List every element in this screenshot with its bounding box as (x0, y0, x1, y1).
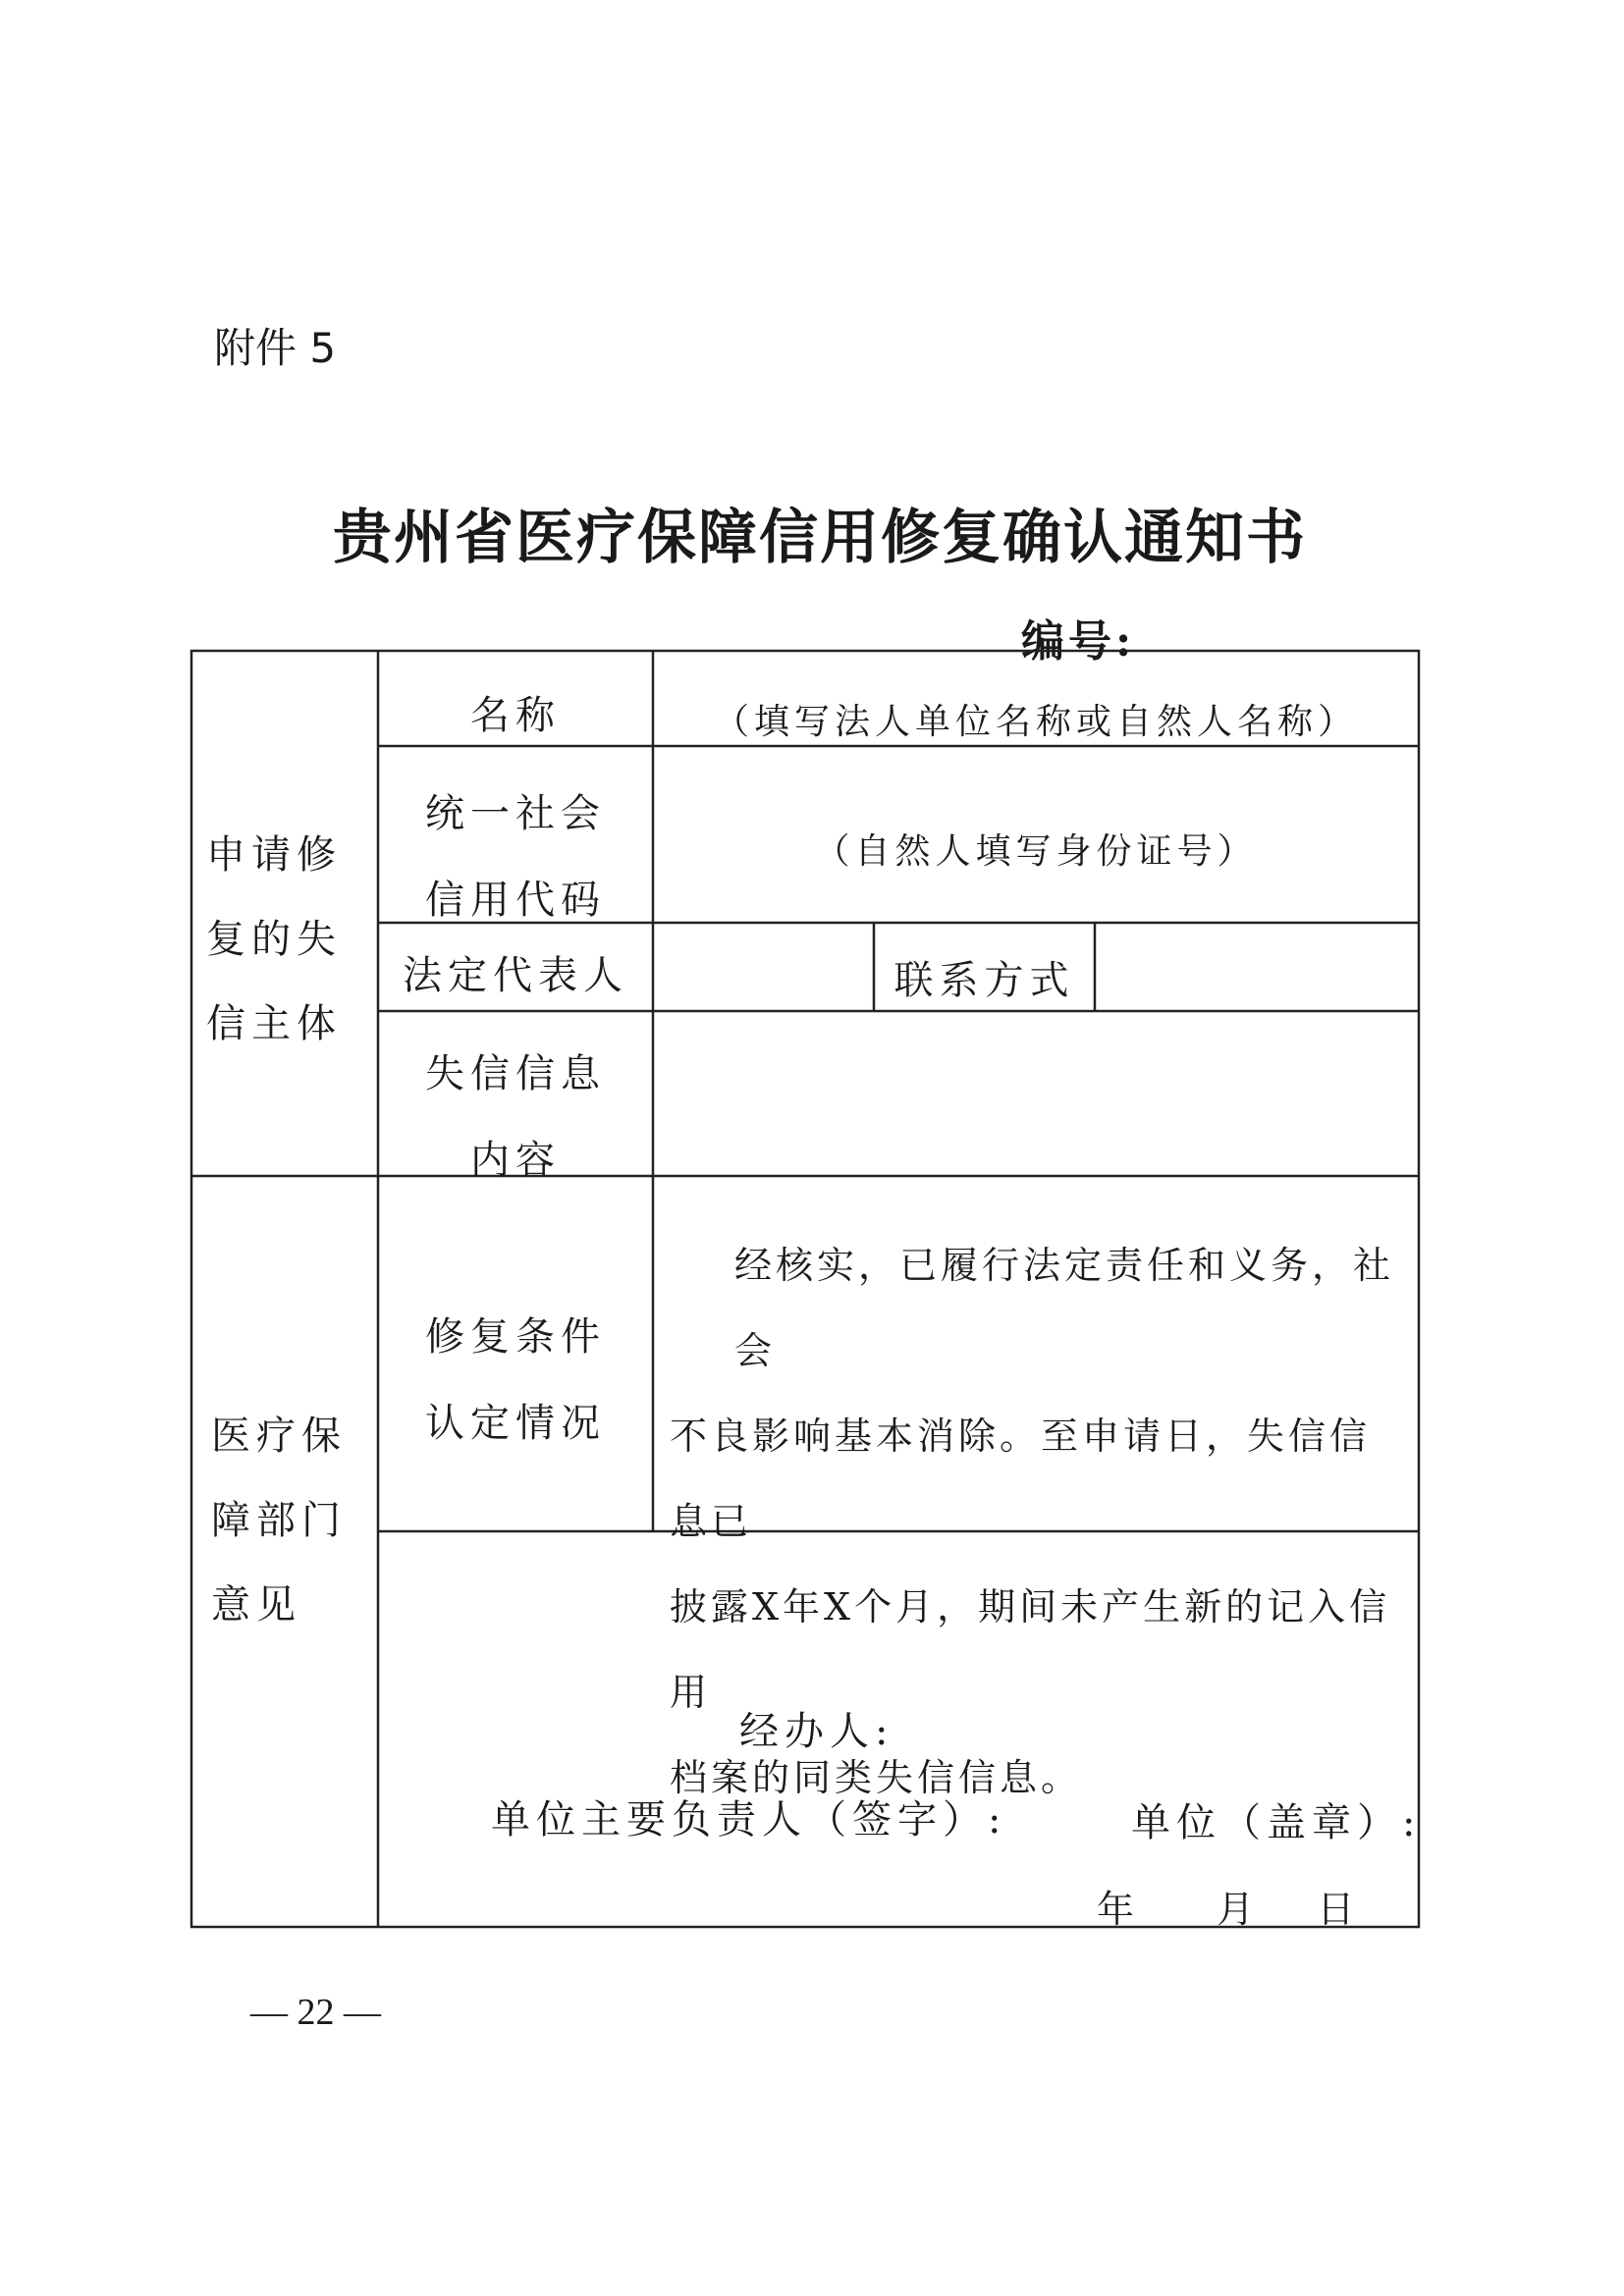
leader-signature-label: 单位主要负责人（签字）: (491, 1797, 1007, 1842)
serial-number-label: 编号: (1021, 616, 1136, 667)
date-month: 月 (1217, 1888, 1255, 1931)
department-section-label: 医疗保 障部门 意见 (211, 1414, 347, 1628)
repair-condition-text: 经核实，已履行法定责任和义务，社会 不良影响基本消除。至申请日，失信信息已 披露X年X个月，期间未产生新的记入信用 档案的同类失信信息。 (670, 1244, 1395, 1799)
date-day: 日 (1317, 1888, 1355, 1931)
attachment-label: 附件 5 (214, 324, 337, 372)
page-number: — 22 — (250, 1992, 381, 2033)
repair-condition-label: 修复条件 认定情况 (425, 1314, 606, 1446)
legal-representative-label: 法定代表人 (403, 953, 628, 998)
date-year: 年 (1097, 1888, 1135, 1931)
credit-code-hint: （自然人填写身份证号） (814, 831, 1258, 872)
name-hint: （填写法人单位名称或自然人名称） (713, 702, 1358, 742)
seal-label: 单位（盖章）: (1131, 1800, 1422, 1845)
discredit-info-label: 失信信息 内容 (425, 1051, 606, 1183)
handler-label: 经办人: (739, 1709, 894, 1754)
contact-label: 联系方式 (893, 958, 1075, 1003)
date-line (1097, 1879, 1354, 1933)
credit-code-label: 统一社会 信用代码 (425, 791, 606, 923)
subject-section-label: 申请修 复的失 信主体 (206, 832, 342, 1046)
name-label: 名称 (470, 693, 561, 738)
document-title: 贵州省医疗保障信用修复确认通知书 (333, 504, 1307, 572)
